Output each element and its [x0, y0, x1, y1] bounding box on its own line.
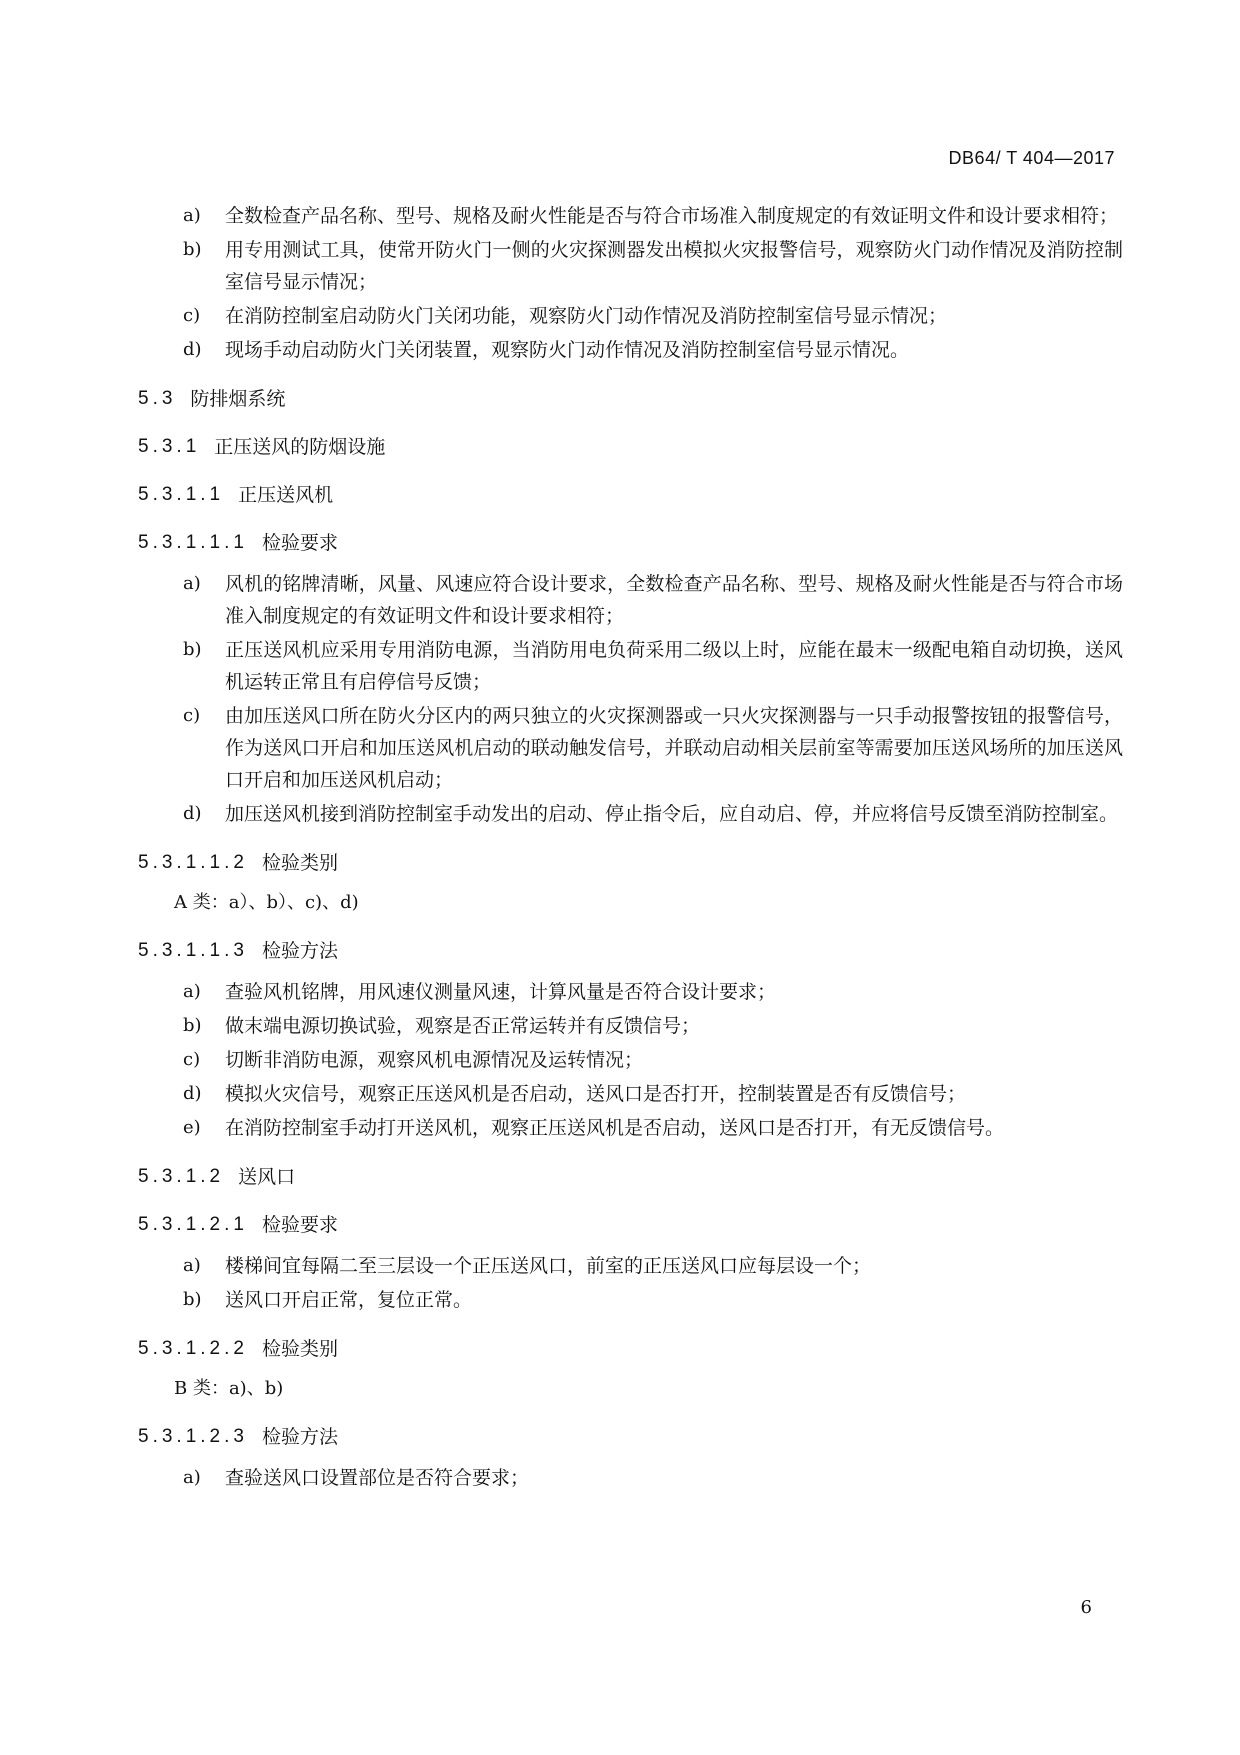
- list-item: [183, 568, 1123, 632]
- document-code: DB64/ T 404—2017: [948, 148, 1115, 168]
- inspection-category: B 类：a)、b): [174, 1378, 284, 1399]
- item-text: 在消防控制室启动防火门关闭功能，观察防火门动作情况及消防控制室信号显示情况；: [225, 305, 948, 327]
- section-number: 5.3.1.2.2: [138, 1338, 248, 1359]
- section-title: 正压送风机: [238, 484, 334, 506]
- item-text: 查验送风口设置部位是否符合要求；: [225, 1467, 530, 1489]
- section-title: 正压送风的防烟设施: [214, 436, 386, 458]
- section-title: 检验类别: [261, 1338, 338, 1360]
- item-text: 模拟火灾信号，观察正压送风机是否启动，送风口是否打开，控制装置是否有反馈信号；: [225, 1083, 967, 1105]
- item-label: a): [183, 205, 201, 226]
- section-number: 5.3.1.2.3: [138, 1426, 248, 1447]
- item-label: a): [183, 573, 201, 594]
- item-label: c): [183, 305, 201, 326]
- requirements-list: [138, 568, 1123, 830]
- section-number: 5.3.1.1.2: [138, 852, 248, 873]
- item-label: b): [183, 639, 202, 660]
- section-heading: [138, 384, 1123, 414]
- item-text: 在消防控制室手动打开送风机，观察正压送风机是否启动，送风口是否打开，有无反馈信号。: [225, 1117, 1005, 1139]
- item-text: 由加压送风口所在防火分区内的两只独立的火灾探测器或一只火灾探测器与一只手动报警按钮的报警信号，作为送风口开启和加压送风机启动的联动触发信号，并联动启动相关层前室等需要加压送风场所的加压送风口开启和加压送风机启动；: [225, 705, 1123, 791]
- section-title: 检验要求: [261, 1214, 338, 1236]
- list-item: [183, 634, 1123, 698]
- inspection-category: A 类：a）、b）、c)、d): [174, 892, 359, 913]
- list-item: [183, 700, 1123, 796]
- list-item: [183, 1044, 1123, 1076]
- item-label: d): [183, 1083, 202, 1104]
- item-text: 风机的铭牌清晰，风量、风速应符合设计要求，全数检查产品名称、型号、规格及耐火性能是否与符合市场准入制度规定的有效证明文件和设计要求相符；: [225, 573, 1123, 627]
- section-title: 防排烟系统: [190, 388, 286, 410]
- section-heading: [138, 1422, 1123, 1452]
- section-heading: [138, 1162, 1123, 1192]
- list-item: [183, 200, 1123, 232]
- item-text: 送风口开启正常，复位正常。: [225, 1289, 473, 1311]
- section-number: 5.3.1.1.3: [138, 940, 248, 961]
- methods-list: [138, 976, 1123, 1144]
- section-number: 5.3: [138, 388, 177, 409]
- page-content: [138, 200, 1123, 1496]
- section-heading: [138, 480, 1123, 510]
- list-item: [183, 1010, 1123, 1042]
- section-title: 检验类别: [261, 852, 338, 874]
- list-item: [183, 1462, 1123, 1494]
- item-label: d): [183, 339, 202, 360]
- section-heading: [138, 1334, 1123, 1364]
- section-heading: [138, 936, 1123, 966]
- list-item: [183, 300, 1123, 332]
- section-number: 5.3.1: [138, 436, 201, 457]
- section-number: 5.3.1.2.1: [138, 1214, 248, 1235]
- item-text: 全数检查产品名称、型号、规格及耐火性能是否与符合市场准入制度规定的有效证明文件和设计要求相符；: [225, 205, 1119, 227]
- page-number: 6: [1080, 1597, 1092, 1618]
- item-text: 现场手动启动防火门关闭装置，观察防火门动作情况及消防控制室信号显示情况。: [225, 339, 910, 361]
- item-label: a): [183, 1255, 201, 1276]
- item-label: c): [183, 1049, 201, 1070]
- item-label: a): [183, 981, 201, 1002]
- section-title: 检验方法: [261, 1426, 338, 1448]
- item-label: b): [183, 1015, 202, 1036]
- item-label: a): [183, 1467, 201, 1488]
- item-label: b): [183, 239, 202, 260]
- section-heading: [138, 848, 1123, 878]
- requirements-list: [138, 1250, 1123, 1316]
- list-item: [183, 798, 1123, 830]
- list-item: [183, 1250, 1123, 1282]
- list-item: [183, 234, 1123, 298]
- methods-list: [138, 1462, 1123, 1494]
- item-text: 做末端电源切换试验，观察是否正常运转并有反馈信号；: [225, 1015, 701, 1037]
- section-title: 检验方法: [261, 940, 338, 962]
- section-number: 5.3.1.1: [138, 484, 225, 505]
- item-text: 用专用测试工具，使常开防火门一侧的火灾探测器发出模拟火灾报警信号，观察防火门动作情况及消防控制室信号显示情况；: [225, 239, 1123, 293]
- section-title: 检验要求: [261, 532, 338, 554]
- item-text: 加压送风机接到消防控制室手动发出的启动、停止指令后，应自动启、停，并应将信号反馈至消防控制室。: [225, 803, 1119, 825]
- list-item: [183, 1112, 1123, 1144]
- item-text: 楼梯间宜每隔二至三层设一个正压送风口，前室的正压送风口应每层设一个；: [225, 1255, 872, 1277]
- list-item: [183, 1284, 1123, 1316]
- item-label: b): [183, 1289, 202, 1310]
- item-text: 切断非消防电源，观察风机电源情况及运转情况；: [225, 1049, 644, 1071]
- section-heading: [138, 1210, 1123, 1240]
- section-number: 5.3.1.2: [138, 1166, 225, 1187]
- list-item: [183, 334, 1123, 366]
- section-number: 5.3.1.1.1: [138, 532, 248, 553]
- item-label: e): [183, 1117, 201, 1138]
- item-text: 查验风机铭牌，用风速仪测量风速，计算风量是否符合设计要求；: [225, 981, 777, 1003]
- item-text: 正压送风机应采用专用消防电源，当消防用电负荷采用二级以上时，应能在最末一级配电箱自动切换，送风机运转正常且有启停信号反馈；: [225, 639, 1123, 693]
- list-item: [183, 1078, 1123, 1110]
- item-label: d): [183, 803, 202, 824]
- item-label: c): [183, 705, 201, 726]
- list-item: [183, 976, 1123, 1008]
- section-title: 送风口: [238, 1166, 296, 1188]
- intro-list: [138, 200, 1123, 366]
- section-heading: [138, 432, 1123, 462]
- section-heading: [138, 528, 1123, 558]
